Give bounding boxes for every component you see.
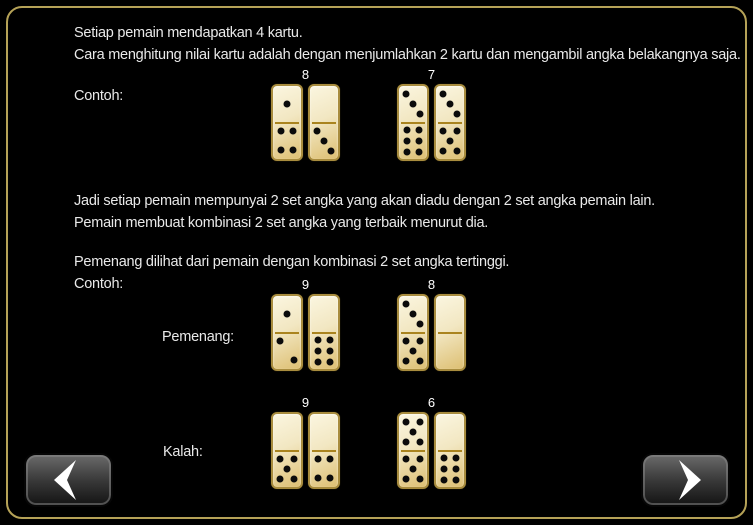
- prev-button[interactable]: [24, 453, 113, 507]
- domino-card: [397, 294, 429, 371]
- domino-card: [271, 294, 303, 371]
- domino-card: [308, 294, 340, 371]
- domino-pair-cards: [271, 412, 340, 489]
- domino-card: [434, 84, 466, 161]
- domino-card: [271, 84, 303, 161]
- winner-pair-2: [397, 277, 466, 371]
- pair-total: 8: [427, 277, 436, 292]
- pair-total: 9: [301, 277, 310, 292]
- intro-line-1: Setiap pemain mendapatkan 4 kartu.: [74, 25, 303, 41]
- domino-card: [271, 412, 303, 489]
- pair-total: 8: [301, 67, 310, 82]
- intro-text: [74, 22, 741, 66]
- loser-pair-2: [397, 395, 466, 489]
- domino-card: [308, 412, 340, 489]
- chevron-right-icon: [664, 455, 708, 505]
- chevron-left-icon: [47, 455, 91, 505]
- domino-pair-cards: [397, 412, 466, 489]
- pair-total: 6: [427, 395, 436, 410]
- domino-card: [397, 84, 429, 161]
- example-1-label: Contoh:: [74, 88, 124, 104]
- loser-label: Kalah:: [163, 444, 203, 460]
- intro-line-2: Cara menghitung nilai kartu adalah dengan menjumlahkan 2 kartu dan mengambil angka belakangnya saja.: [74, 47, 741, 63]
- domino-pair-cards: [397, 84, 466, 161]
- rules-text: [74, 190, 655, 234]
- rules-line-2: Pemain membuat kombinasi 2 set angka yang terbaik menurut dia.: [74, 215, 489, 231]
- domino-card: [434, 294, 466, 371]
- domino-pair-cards: [271, 294, 340, 371]
- domino-card: [308, 84, 340, 161]
- example-2-label: Contoh:: [74, 276, 124, 292]
- domino-pair-cards: [271, 84, 340, 161]
- example-pair-2: [397, 67, 466, 161]
- example-pair-1: [271, 67, 340, 161]
- winner-label: Pemenang:: [162, 329, 234, 345]
- next-button[interactable]: [641, 453, 730, 507]
- domino-card: [434, 412, 466, 489]
- pair-total: 9: [301, 395, 310, 410]
- domino-card: [397, 412, 429, 489]
- rules-line-1: Jadi setiap pemain mempunyai 2 set angka yang akan diadu dengan 2 set angka pemain lain.: [74, 193, 655, 209]
- loser-pair-1: [271, 395, 340, 489]
- pair-total: 7: [427, 67, 436, 82]
- winner-pair-1: [271, 277, 340, 371]
- winner-rule-text: Pemenang dilihat dari pemain dengan kombinasi 2 set angka tertinggi.: [74, 254, 510, 270]
- domino-pair-cards: [397, 294, 466, 371]
